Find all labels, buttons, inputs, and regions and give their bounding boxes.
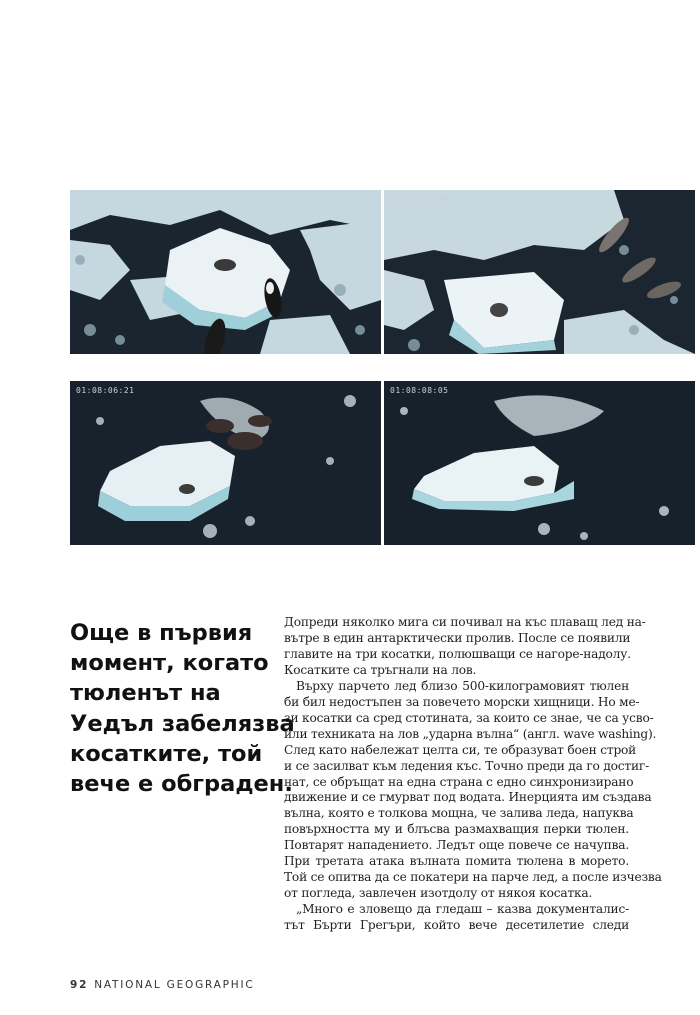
ice-floe-scene-3 <box>70 381 381 545</box>
body-line: Косатките са тръгнали на лов. <box>284 662 477 677</box>
body-line: тът Бърти Грегъри, който вече десетилетие следи <box>284 918 629 933</box>
timecode-label: 01:08:08:05 <box>390 386 449 395</box>
ice-floe-scene-1 <box>70 190 381 354</box>
body-line: При третата атака вълната помита тюлена в морето. <box>284 854 629 869</box>
body-line: или техниката на лов „ударна вълна“ (англ. wave washing). <box>284 726 657 741</box>
timecode-label: 01:08:06:21 <box>76 386 135 395</box>
aerial-photo-3 <box>70 381 381 545</box>
body-line: Допреди няколко мига си почивал на къс плаващ лед на- <box>284 615 646 629</box>
body-line: Той се опитва да се покатери на парче лед, а после изчезва <box>284 870 662 885</box>
aerial-photo-1 <box>70 190 381 354</box>
pull-quote-line: момент, когато <box>70 650 269 677</box>
body-line: нат, се обръщат на една страна с едно синхронизирано <box>284 774 634 789</box>
page-number: 92 <box>70 979 89 991</box>
body-line: След като набележат целта си, те образуват боен строй <box>284 742 637 757</box>
timecode-label: 01:06:29:18 <box>76 195 135 204</box>
ice-floe-scene-4 <box>384 381 695 545</box>
ice-floe-scene-2 <box>384 190 695 354</box>
body-line: вътре в един антарктически пролив. После се появили <box>284 630 631 645</box>
page-footer <box>70 979 255 991</box>
pull-quote-line: Още в първия <box>70 620 253 646</box>
body-line: Върху парчето лед близо 500-килограмовият тюлен <box>296 678 629 693</box>
pull-quote <box>70 618 295 799</box>
pull-quote-line: вече е обграден. <box>70 771 293 798</box>
body-line: „Много е зловещо да гледаш – казва документалис- <box>296 902 629 917</box>
body-line: повърхността му и блъсва размахващия перки тюлен. <box>284 822 629 837</box>
body-line: главите на три косатки, полюшващи се нагоре-надолу. <box>284 646 631 661</box>
body-line: вълна, която е толкова мощна, че залива леда, напуква <box>284 806 634 821</box>
body-line: зи косатки са сред стотината, за които се знае, че са усво- <box>284 710 654 725</box>
body-line: от погледа, завлечен изотдолу от някоя косатка. <box>284 886 593 901</box>
article-body <box>284 615 662 934</box>
pull-quote-line: косатките, той <box>70 740 263 767</box>
publication-name: NATIONAL GEOGRAPHIC <box>94 979 255 991</box>
body-line: движение и се гмурват под водата. Инерцията им създава <box>284 790 652 805</box>
body-line: и се засилват към ледения къс. Точно преди да го достиг- <box>284 758 649 773</box>
body-line: Повтарят нападението. Ледът още повече се начупва. <box>284 838 629 853</box>
aerial-photo-4 <box>384 381 695 545</box>
pull-quote-line: Уедъл забелязва <box>70 710 295 737</box>
aerial-photo-2 <box>384 190 695 354</box>
timecode-label: 01:07:04:08 <box>390 195 449 204</box>
pull-quote-line: тюленът на <box>70 680 221 707</box>
body-line: би бил недостъпен за повечето морски хищници. Но ме- <box>284 694 640 709</box>
